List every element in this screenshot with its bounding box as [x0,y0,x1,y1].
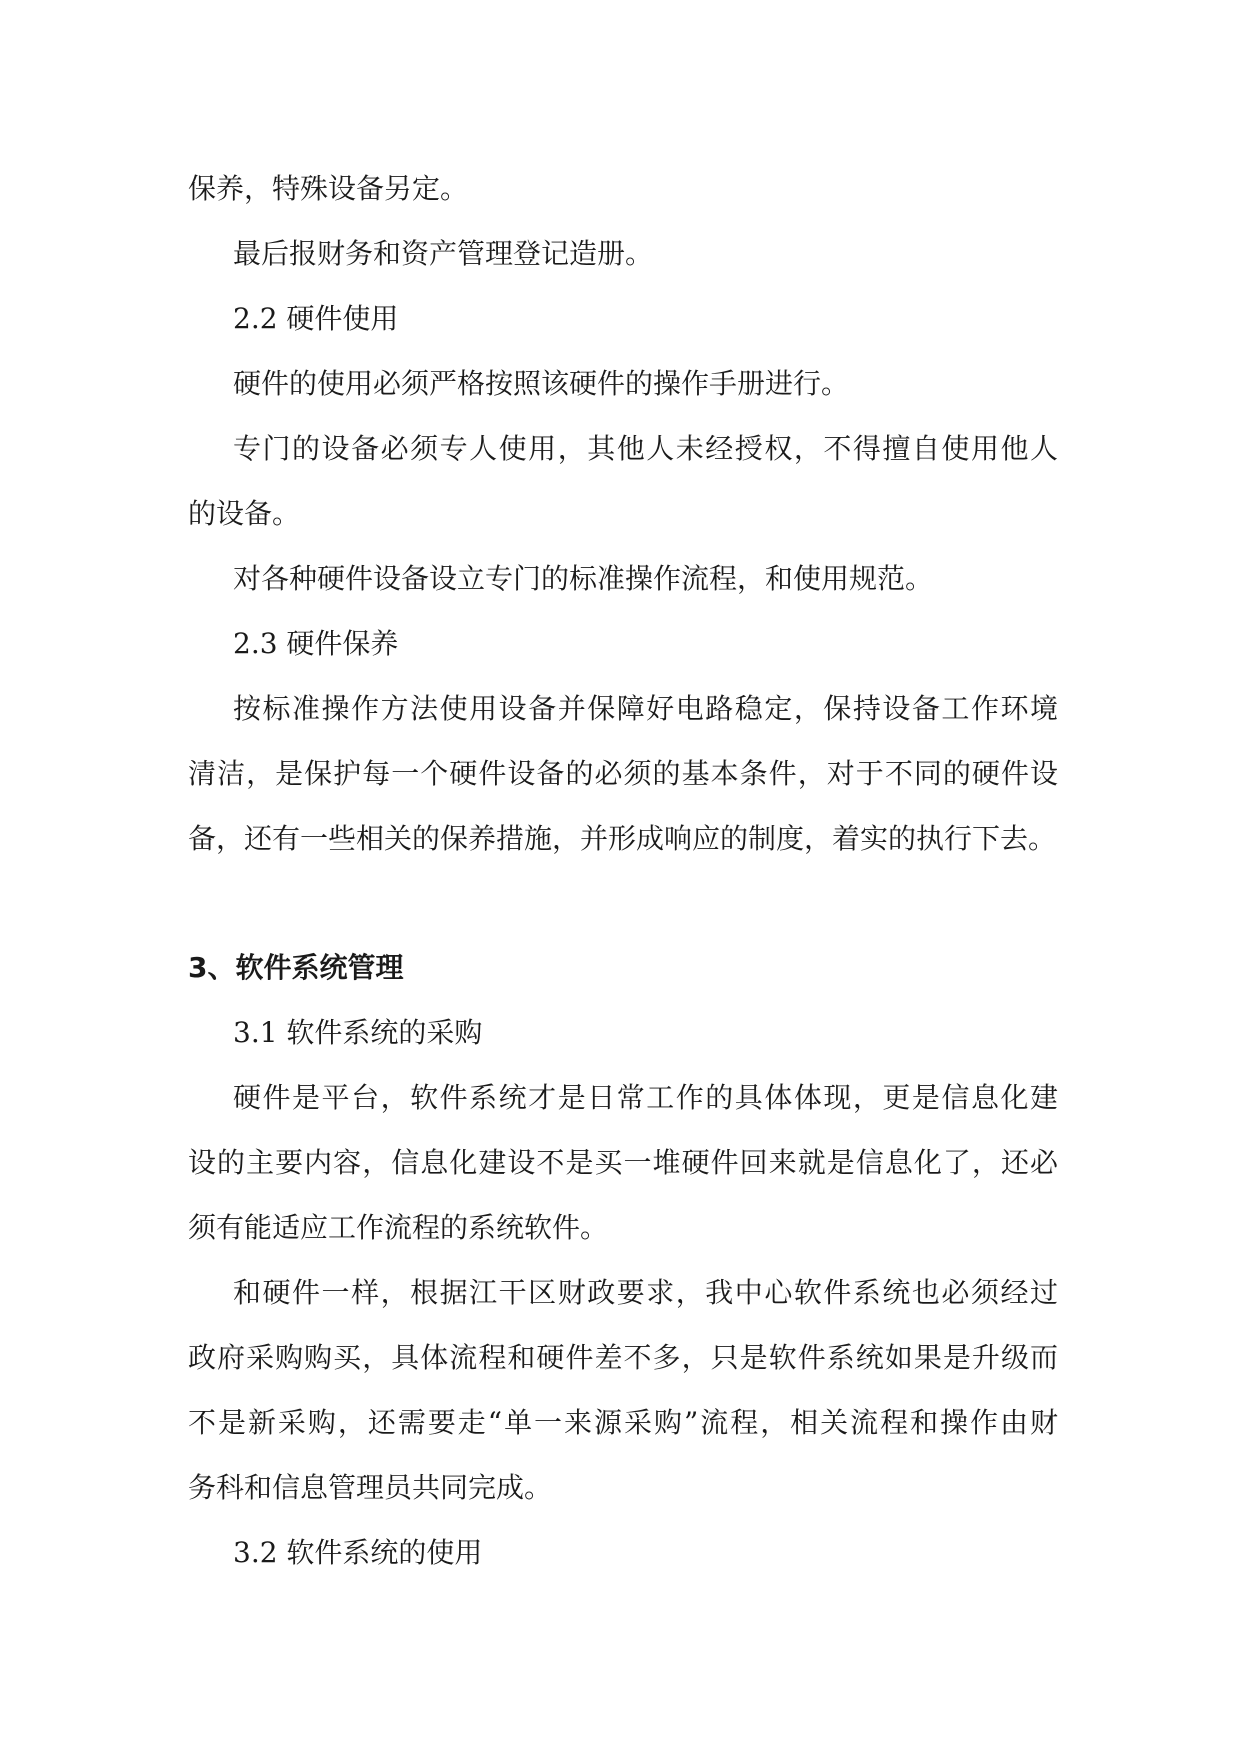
paragraph-line: 最后报财务和资产管理登记造册。 [233,237,654,270]
subsection-heading: 2.2 硬件使用 [233,302,399,335]
subsection-heading: 3.1 软件系统的采购 [233,1016,483,1049]
paragraph-line: 按标准操作方法使用设备并保障好电路稳定，保持设备工作环境 [233,692,1058,725]
subsection-heading: 2.3 硬件保养 [233,627,399,660]
paragraph-line: 专门的设备必须专人使用，其他人未经授权，不得擅自使用他人 [233,432,1058,465]
paragraph-line: 硬件的使用必须严格按照该硬件的操作手册进行。 [233,367,850,400]
paragraph-line: 政府采购购买，具体流程和硬件差不多，只是软件系统如果是升级而 [188,1341,1058,1374]
paragraph-line: 清洁，是保护每一个硬件设备的必须的基本条件，对于不同的硬件设 [188,757,1058,790]
paragraph-line: 和硬件一样，根据江干区财政要求，我中心软件系统也必须经过 [233,1276,1058,1309]
section-spacer [188,871,1058,935]
subsection-heading: 3.2 软件系统的使用 [233,1536,483,1569]
document-body [188,156,1058,1585]
section-heading: 3、软件系统管理 [188,951,404,984]
paragraph-line: 务科和信息管理员共同完成。 [188,1471,553,1504]
paragraph-line: 对各种硬件设备设立专门的标准操作流程，和使用规范。 [233,562,934,595]
paragraph-line: 设的主要内容，信息化建设不是买一堆硬件回来就是信息化了，还必 [188,1146,1058,1179]
paragraph-line: 硬件是平台，软件系统才是日常工作的具体体现，更是信息化建 [233,1081,1058,1114]
paragraph-line: 的设备。 [188,497,301,530]
paragraph-line: 备，还有一些相关的保养措施，并形成响应的制度，着实的执行下去。 [188,822,1057,855]
paragraph-line: 保养，特殊设备另定。 [188,172,469,205]
paragraph-line: 须有能适应工作流程的系统软件。 [188,1211,609,1244]
paragraph-line: 不是新采购，还需要走“单一来源采购”流程，相关流程和操作由财 [188,1406,1058,1439]
